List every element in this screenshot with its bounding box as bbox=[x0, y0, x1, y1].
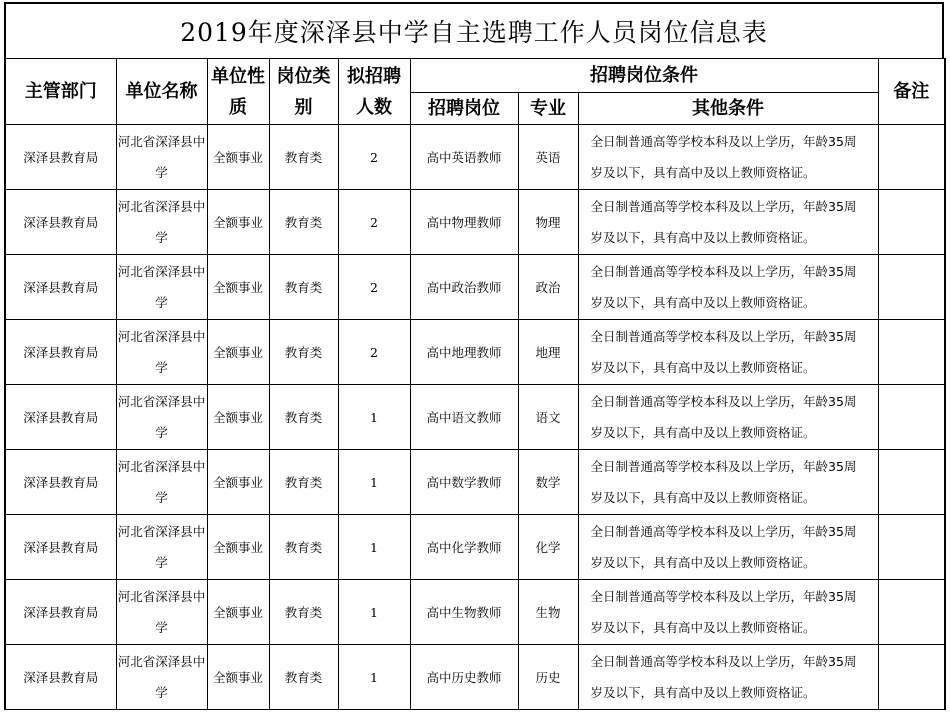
cell-dept: 深泽县教育局 bbox=[5, 580, 116, 645]
cell-remark bbox=[878, 320, 945, 385]
cell-unit-type: 全额事业 bbox=[207, 125, 269, 190]
cell-major: 生物 bbox=[518, 580, 578, 645]
cell-dept: 深泽县教育局 bbox=[5, 255, 116, 320]
cell-dept: 深泽县教育局 bbox=[5, 645, 116, 710]
cell-other: 全日制普通高等学校本科及以上学历，年龄35周岁及以下，具有高中及以上教师资格证。 bbox=[578, 320, 878, 385]
header-count: 拟招聘人数 bbox=[338, 59, 410, 125]
cell-unit-type: 全额事业 bbox=[207, 320, 269, 385]
cell-major: 地理 bbox=[518, 320, 578, 385]
header-unit-name: 单位名称 bbox=[116, 59, 207, 125]
cell-remark bbox=[878, 385, 945, 450]
cell-unit-name: 河北省深泽县中学 bbox=[116, 450, 207, 515]
cell-position: 高中语文教师 bbox=[410, 385, 518, 450]
cell-position: 高中历史教师 bbox=[410, 645, 518, 710]
cell-other: 全日制普通高等学校本科及以上学历，年龄35周岁及以下，具有高中及以上教师资格证。 bbox=[578, 255, 878, 320]
cell-category: 教育类 bbox=[269, 190, 338, 255]
header-unit-type: 单位性质 bbox=[207, 59, 269, 125]
cell-remark bbox=[878, 515, 945, 580]
cell-major: 历史 bbox=[518, 645, 578, 710]
cell-unit-name: 河北省深泽县中学 bbox=[116, 385, 207, 450]
recruitment-sheet bbox=[4, 2, 944, 710]
cell-count: 1 bbox=[338, 450, 410, 515]
header-dept: 主管部门 bbox=[5, 59, 116, 125]
table-row bbox=[5, 255, 945, 320]
cell-remark bbox=[878, 580, 945, 645]
cell-count: 1 bbox=[338, 385, 410, 450]
cell-dept: 深泽县教育局 bbox=[5, 385, 116, 450]
cell-unit-name: 河北省深泽县中学 bbox=[116, 515, 207, 580]
header-major: 专业 bbox=[518, 93, 578, 125]
table-row bbox=[5, 320, 945, 385]
cell-category: 教育类 bbox=[269, 580, 338, 645]
cell-dept: 深泽县教育局 bbox=[5, 450, 116, 515]
cell-major: 化学 bbox=[518, 515, 578, 580]
cell-dept: 深泽县教育局 bbox=[5, 190, 116, 255]
table-row bbox=[5, 515, 945, 580]
cell-category: 教育类 bbox=[269, 645, 338, 710]
cell-unit-type: 全额事业 bbox=[207, 450, 269, 515]
cell-major: 政治 bbox=[518, 255, 578, 320]
cell-unit-name: 河北省深泽县中学 bbox=[116, 190, 207, 255]
table-row bbox=[5, 385, 945, 450]
cell-unit-type: 全额事业 bbox=[207, 515, 269, 580]
table-row bbox=[5, 580, 945, 645]
cell-remark bbox=[878, 450, 945, 515]
cell-position: 高中化学教师 bbox=[410, 515, 518, 580]
cell-unit-type: 全额事业 bbox=[207, 190, 269, 255]
cell-other: 全日制普通高等学校本科及以上学历，年龄35周岁及以下，具有高中及以上教师资格证。 bbox=[578, 450, 878, 515]
cell-major: 数学 bbox=[518, 450, 578, 515]
header-position: 招聘岗位 bbox=[410, 93, 518, 125]
cell-category: 教育类 bbox=[269, 450, 338, 515]
cell-category: 教育类 bbox=[269, 385, 338, 450]
cell-dept: 深泽县教育局 bbox=[5, 125, 116, 190]
page-title: 2019年度深泽县中学自主选聘工作人员岗位信息表 bbox=[4, 2, 944, 58]
table-row bbox=[5, 190, 945, 255]
cell-category: 教育类 bbox=[269, 125, 338, 190]
cell-unit-name: 河北省深泽县中学 bbox=[116, 580, 207, 645]
cell-category: 教育类 bbox=[269, 515, 338, 580]
header-category: 岗位类别 bbox=[269, 59, 338, 125]
cell-unit-name: 河北省深泽县中学 bbox=[116, 645, 207, 710]
cell-unit-type: 全额事业 bbox=[207, 385, 269, 450]
cell-count: 2 bbox=[338, 255, 410, 320]
cell-position: 高中生物教师 bbox=[410, 580, 518, 645]
cell-count: 2 bbox=[338, 125, 410, 190]
cell-position: 高中地理教师 bbox=[410, 320, 518, 385]
cell-unit-name: 河北省深泽县中学 bbox=[116, 255, 207, 320]
cell-major: 物理 bbox=[518, 190, 578, 255]
cell-count: 1 bbox=[338, 645, 410, 710]
cell-count: 2 bbox=[338, 190, 410, 255]
cell-count: 2 bbox=[338, 320, 410, 385]
cell-unit-name: 河北省深泽县中学 bbox=[116, 320, 207, 385]
cell-remark bbox=[878, 255, 945, 320]
cell-other: 全日制普通高等学校本科及以上学历，年龄35周岁及以下，具有高中及以上教师资格证。 bbox=[578, 645, 878, 710]
cell-other: 全日制普通高等学校本科及以上学历，年龄35周岁及以下，具有高中及以上教师资格证。 bbox=[578, 125, 878, 190]
positions-table bbox=[4, 58, 946, 710]
cell-unit-name: 河北省深泽县中学 bbox=[116, 125, 207, 190]
header-conditions: 招聘岗位条件 bbox=[410, 59, 878, 93]
table-row bbox=[5, 450, 945, 515]
cell-dept: 深泽县教育局 bbox=[5, 320, 116, 385]
cell-unit-type: 全额事业 bbox=[207, 580, 269, 645]
cell-major: 英语 bbox=[518, 125, 578, 190]
header-remark: 备注 bbox=[878, 59, 945, 125]
cell-unit-type: 全额事业 bbox=[207, 255, 269, 320]
cell-other: 全日制普通高等学校本科及以上学历，年龄35周岁及以下，具有高中及以上教师资格证。 bbox=[578, 385, 878, 450]
cell-major: 语文 bbox=[518, 385, 578, 450]
cell-count: 1 bbox=[338, 515, 410, 580]
cell-position: 高中英语教师 bbox=[410, 125, 518, 190]
cell-other: 全日制普通高等学校本科及以上学历，年龄35周岁及以下，具有高中及以上教师资格证。 bbox=[578, 580, 878, 645]
cell-category: 教育类 bbox=[269, 255, 338, 320]
cell-count: 1 bbox=[338, 580, 410, 645]
cell-dept: 深泽县教育局 bbox=[5, 515, 116, 580]
table-row bbox=[5, 125, 945, 190]
cell-other: 全日制普通高等学校本科及以上学历，年龄35周岁及以下，具有高中及以上教师资格证。 bbox=[578, 190, 878, 255]
cell-position: 高中数学教师 bbox=[410, 450, 518, 515]
cell-category: 教育类 bbox=[269, 320, 338, 385]
cell-remark bbox=[878, 645, 945, 710]
cell-unit-type: 全额事业 bbox=[207, 645, 269, 710]
cell-remark bbox=[878, 125, 945, 190]
header-other: 其他条件 bbox=[578, 93, 878, 125]
cell-position: 高中物理教师 bbox=[410, 190, 518, 255]
cell-other: 全日制普通高等学校本科及以上学历，年龄35周岁及以下，具有高中及以上教师资格证。 bbox=[578, 515, 878, 580]
table-row bbox=[5, 645, 945, 710]
cell-remark bbox=[878, 190, 945, 255]
cell-position: 高中政治教师 bbox=[410, 255, 518, 320]
